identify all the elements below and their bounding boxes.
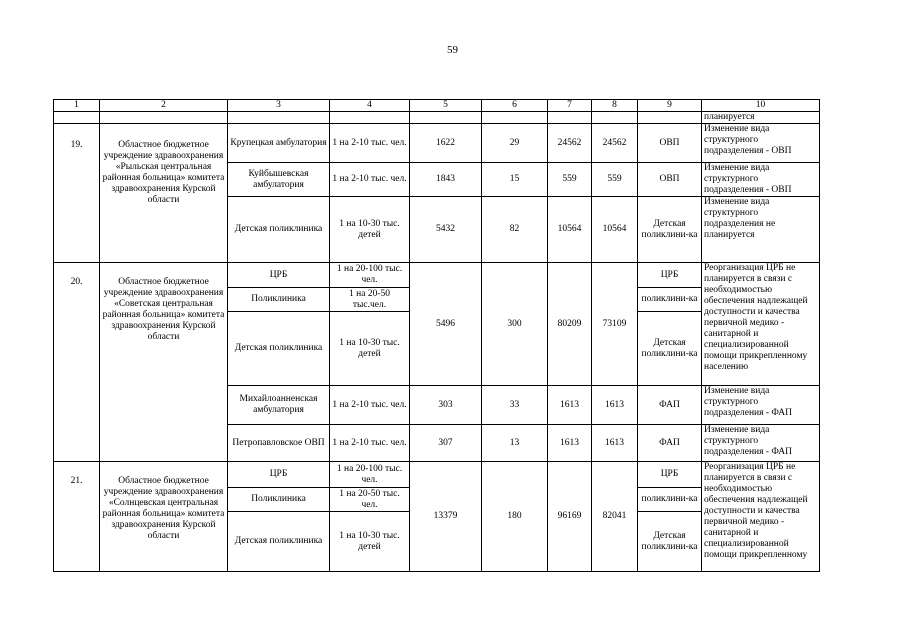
header-cell: 9: [638, 100, 702, 112]
note: Реорганизация ЦРБ не планируется в связи с необходимостью обеспечения надлежащей доступности и качества первичной медико - санитарной и специализированной помощи прикрепленному: [702, 462, 820, 572]
value-6: 82: [482, 197, 548, 263]
value-8: 10564: [592, 197, 638, 263]
value-5: 5432: [410, 197, 482, 263]
norm: 1 на 2-10 тыс. чел.: [330, 124, 410, 163]
unit-type: Детская поликлини-ка: [638, 512, 702, 572]
note: Изменение вида структурного подразделения - ФАП: [702, 425, 820, 462]
page-number: 59: [447, 44, 458, 56]
value-6: 29: [482, 124, 548, 163]
value-5: 1843: [410, 163, 482, 197]
row-number: 21.: [54, 462, 100, 572]
header-cell: 8: [592, 100, 638, 112]
continuation-note: планируется: [702, 112, 820, 124]
unit-type: ФАП: [638, 386, 702, 425]
value-6: 13: [482, 425, 548, 462]
value-8: 24562: [592, 124, 638, 163]
value-6: 300: [482, 263, 548, 386]
note: Изменение вида структурного подразделения - ОВП: [702, 163, 820, 197]
unit-name: ЦРБ: [228, 263, 330, 288]
value-8: 73109: [592, 263, 638, 386]
value-5: 13379: [410, 462, 482, 572]
unit-name: Михайлоанненская амбулатория: [228, 386, 330, 425]
organization-name: Областное бюджетное учреждение здравоохранения «Солнцевская центральная районная больница» комитета здравоохранения Курской области: [100, 462, 228, 572]
norm: 1 на 2-10 тыс. чел.: [330, 163, 410, 197]
value-7: 80209: [548, 263, 592, 386]
header-cell: 6: [482, 100, 548, 112]
value-7: 1613: [548, 425, 592, 462]
row-number: 20.: [54, 263, 100, 462]
unit-type: ОВП: [638, 163, 702, 197]
value-5: 1622: [410, 124, 482, 163]
unit-type: ОВП: [638, 124, 702, 163]
header-cell: 5: [410, 100, 482, 112]
norm: 1 на 20-50 тыс.чел.: [330, 288, 410, 312]
table-row: [54, 124, 820, 163]
unit-type: Детская поликлини-ка: [638, 312, 702, 386]
note: Изменение вида структурного подразделения не планируется: [702, 197, 820, 263]
continuation-row: [54, 112, 820, 124]
value-5: 303: [410, 386, 482, 425]
header-row: [54, 100, 820, 112]
value-8: 1613: [592, 425, 638, 462]
unit-name: Крупецкая амбулатория: [228, 124, 330, 163]
value-8: 559: [592, 163, 638, 197]
unit-type: поликлини-ка: [638, 488, 702, 512]
header-cell: 1: [54, 100, 100, 112]
norm: 1 на 2-10 тыс. чел.: [330, 386, 410, 425]
norm: 1 на 10-30 тыс. детей: [330, 312, 410, 386]
unit-name: Детская поликлиника: [228, 312, 330, 386]
table-row: [54, 263, 820, 288]
norm: 1 на 10-30 тыс. детей: [330, 197, 410, 263]
value-6: 180: [482, 462, 548, 572]
unit-name: ЦРБ: [228, 462, 330, 488]
note: Реорганизация ЦРБ не планируется в связи с необходимостью обеспечения надлежащей доступности и качества первичной медико - санитарной и специализированной помощи прикрепленному населению: [702, 263, 820, 386]
value-7: 10564: [548, 197, 592, 263]
norm: 1 на 20-100 тыс. чел.: [330, 462, 410, 488]
norm: 1 на 20-50 тыс. чел.: [330, 488, 410, 512]
header-cell: 3: [228, 100, 330, 112]
value-8: 82041: [592, 462, 638, 572]
header-cell: 4: [330, 100, 410, 112]
facilities-table: [53, 99, 820, 572]
unit-name: Поликлиника: [228, 288, 330, 312]
header-cell: 2: [100, 100, 228, 112]
value-8: 1613: [592, 386, 638, 425]
norm: 1 на 10-30 тыс. детей: [330, 512, 410, 572]
norm: 1 на 20-100 тыс. чел.: [330, 263, 410, 288]
value-6: 15: [482, 163, 548, 197]
unit-name: Детская поликлиника: [228, 512, 330, 572]
unit-name: Петропавловское ОВП: [228, 425, 330, 462]
unit-type: ФАП: [638, 425, 702, 462]
unit-name: Куйбышевская амбулатория: [228, 163, 330, 197]
note: Изменение вида структурного подразделения - ФАП: [702, 386, 820, 425]
header-cell: 10: [702, 100, 820, 112]
row-number: 19.: [54, 124, 100, 263]
value-6: 33: [482, 386, 548, 425]
value-5: 307: [410, 425, 482, 462]
note: Изменение вида структурного подразделения - ОВП: [702, 124, 820, 163]
header-cell: 7: [548, 100, 592, 112]
unit-type: Детская поликлини-ка: [638, 197, 702, 263]
unit-name: Детская поликлиника: [228, 197, 330, 263]
value-7: 24562: [548, 124, 592, 163]
unit-name: Поликлиника: [228, 488, 330, 512]
unit-type: ЦРБ: [638, 462, 702, 488]
value-7: 1613: [548, 386, 592, 425]
value-7: 96169: [548, 462, 592, 572]
organization-name: Областное бюджетное учреждение здравоохранения «Советская центральная районная больница» комитета здравоохранения Курской области: [100, 263, 228, 462]
unit-type: поликлини-ка: [638, 288, 702, 312]
value-5: 5496: [410, 263, 482, 386]
table-row: [54, 462, 820, 488]
organization-name: Областное бюджетное учреждение здравоохранения «Рыльская центральная районная больница» комитета здравоохранения Курской области: [100, 124, 228, 263]
unit-type: ЦРБ: [638, 263, 702, 288]
norm: 1 на 2-10 тыс. чел.: [330, 425, 410, 462]
value-7: 559: [548, 163, 592, 197]
